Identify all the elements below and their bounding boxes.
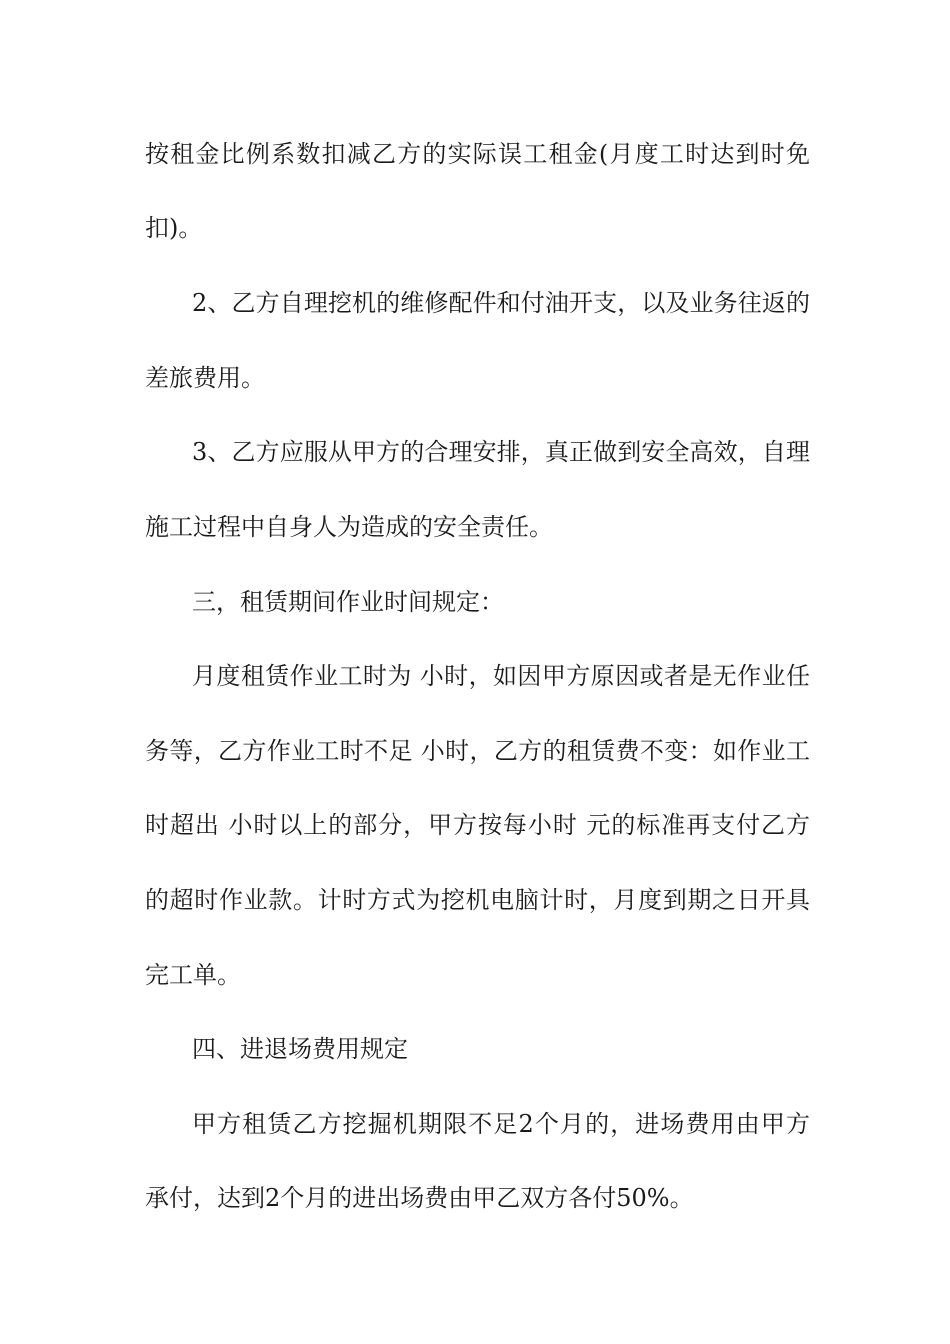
text-line-9: 务等，乙方作业工时不足 小时，乙方的租赁费不变：如作业工 bbox=[145, 737, 810, 765]
text-line-8: 月度租赁作业工时为 小时，如因甲方原因或者是无作业任 bbox=[192, 662, 810, 690]
text-line-12: 完工单。 bbox=[145, 961, 241, 989]
text-line-6: 施工过程中自身人为造成的安全责任。 bbox=[145, 513, 553, 541]
text-line-14: 甲方租赁乙方挖掘机期限不足2个月的，进场费用由甲方 bbox=[192, 1110, 810, 1138]
text-line-5: 3、乙方应服从甲方的合理安排，真正做到安全高效，自理 bbox=[192, 438, 810, 466]
text-line-15: 承付，达到2个月的进出场费由甲乙双方各付50%。 bbox=[145, 1184, 694, 1212]
text-line-11: 的超时作业款。计时方式为挖机电脑计时，月度到期之日开具 bbox=[145, 886, 810, 914]
text-line-4: 差旅费用。 bbox=[145, 364, 265, 392]
section-heading-3: 三，租赁期间作业时间规定： bbox=[192, 588, 504, 616]
text-line-1: 按租金比例系数扣减乙方的实际误工租金(月度工时达到时免 bbox=[145, 140, 810, 168]
text-line-2: 扣)。 bbox=[145, 214, 203, 242]
text-line-3: 2、乙方自理挖机的维修配件和付油开支，以及业务往返的 bbox=[192, 289, 810, 317]
section-heading-4: 四、进退场费用规定 bbox=[192, 1035, 408, 1063]
text-line-10: 时超出 小时以上的部分，甲方按每小时 元的标准再支付乙方 bbox=[145, 811, 810, 839]
